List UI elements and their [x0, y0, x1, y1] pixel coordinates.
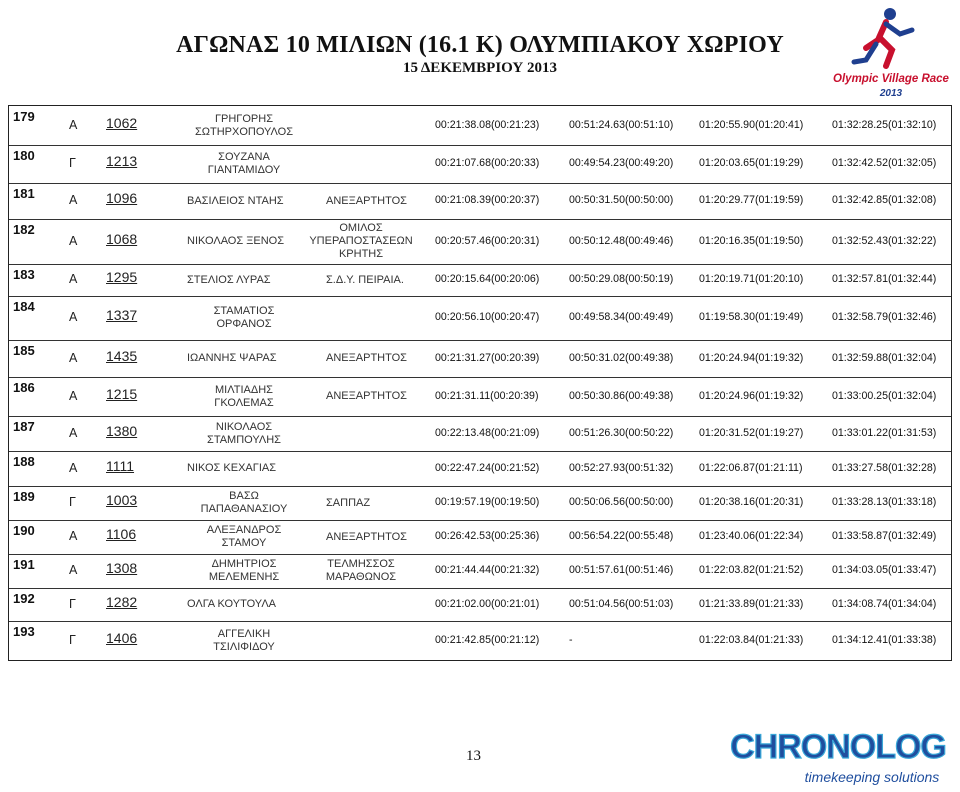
athlete-name-line: ΒΑΣΙΛΕΙΟΣ ΝΤΑΗΣ	[187, 194, 284, 207]
athlete-name-line: ΑΛΕΞΑΝΔΡΟΣ	[206, 524, 282, 536]
table-row	[9, 416, 951, 451]
athlete-name	[189, 113, 299, 139]
club-name-line: ΑΝΕΞΑΡΤΗΤΟΣ	[326, 390, 407, 402]
split-time-3: 01:20:55.90(01:20:41)	[699, 118, 804, 131]
split-time-3: 01:22:03.82(01:21:52)	[699, 564, 804, 576]
split-time-2: 00:50:30.86(00:49:38)	[569, 389, 674, 402]
bib-link[interactable]: 1003	[106, 492, 138, 508]
position-cell: 189	[13, 489, 35, 504]
finish-time: 01:32:59.88(01:32:04)	[832, 351, 937, 364]
athlete-name-line: ΓΡΗΓΟΡΗΣ	[214, 112, 274, 125]
row-divider	[9, 296, 951, 297]
athlete-name-line: ΝΙΚΟΛΑΟΣ	[215, 420, 273, 433]
split-time-2: 00:50:06.56(00:50:00)	[569, 496, 674, 508]
athlete-name	[189, 421, 299, 447]
split-time-1: 00:20:15.64(00:20:06)	[435, 273, 540, 285]
split-time-3: 01:20:29.77(01:19:59)	[699, 194, 804, 206]
athlete-name-line: ΤΣΙΛΙΦΙΔΟΥ	[213, 641, 275, 653]
athlete-name	[187, 195, 284, 208]
club-name-line: ΤΕΛΜΗΣΣΟΣ	[327, 558, 395, 570]
club-name-line: ΣΑΠΠΑΖ	[326, 496, 371, 509]
logo-line1: Olympic Village Race	[833, 73, 949, 85]
finish-time: 01:34:08.74(01:34:04)	[832, 597, 937, 610]
athlete-name	[189, 558, 299, 584]
row-divider	[9, 183, 951, 184]
position-cell: 187	[13, 419, 35, 434]
club-name-line: ΚΡΗΤΗΣ	[338, 248, 384, 260]
bib-link[interactable]: 1106	[106, 526, 137, 542]
bib-link[interactable]: 1213	[106, 153, 138, 169]
position-cell: 193	[13, 624, 35, 639]
table-row	[9, 183, 951, 219]
athlete-name-line: ΣΤΑΜΑΤΙΟΣ	[213, 305, 275, 317]
split-time-2: 00:50:31.02(00:49:38)	[569, 351, 674, 364]
club-name	[326, 352, 407, 365]
row-divider	[9, 416, 951, 417]
split-time-2: 00:56:54.22(00:55:48)	[569, 530, 674, 542]
bib-link[interactable]: 1295	[106, 269, 138, 285]
category-cell: Α	[69, 388, 78, 403]
athlete-name-line: ΙΩΑΝΝΗΣ ΨΑΡΑΣ	[187, 352, 277, 364]
finish-time: 01:32:57.81(01:32:44)	[832, 273, 937, 285]
page-title: ΑΓΩΝΑΣ 10 ΜΙΛΙΩΝ (16.1 Κ) ΟΛΥΜΠΙΑΚΟΥ ΧΩΡΙΟΥ	[176, 32, 784, 58]
club-name	[299, 558, 423, 584]
category-cell: Α	[69, 272, 78, 286]
split-time-3: 01:21:33.89(01:21:33)	[699, 597, 804, 610]
finish-time: 01:33:28.13(01:33:18)	[832, 496, 937, 508]
chronolog-logo	[722, 722, 954, 792]
table-row	[9, 296, 951, 340]
athlete-name	[189, 490, 299, 516]
row-divider	[9, 588, 951, 589]
split-time-1: 00:21:44.44(00:21:32)	[435, 564, 540, 576]
finish-time: 01:32:52.43(01:32:22)	[832, 234, 937, 247]
split-time-3: 01:20:24.96(01:19:32)	[699, 389, 804, 402]
club-name	[299, 222, 423, 261]
split-time-1: 00:21:31.11(00:20:39)	[435, 389, 539, 402]
athlete-name	[189, 151, 299, 177]
category-cell: Α	[69, 193, 78, 207]
category-cell: Α	[69, 563, 78, 577]
table-row	[9, 377, 951, 416]
split-time-3: 01:20:24.94(01:19:32)	[699, 351, 804, 364]
row-divider	[9, 621, 951, 622]
category-cell: Α	[69, 117, 78, 132]
athlete-name-line: ΝΙΚΟΛΑΟΣ ΞΕΝΟΣ	[187, 235, 285, 247]
category-cell: Γ	[69, 596, 76, 611]
split-time-1: 00:19:57.19(00:19:50)	[435, 496, 540, 508]
position-cell: 188	[13, 454, 35, 469]
finish-time: 01:34:03.05(01:33:47)	[832, 564, 937, 576]
table-row	[9, 340, 951, 377]
category-cell: Α	[69, 350, 78, 365]
finish-time: 01:32:42.52(01:32:05)	[832, 157, 937, 169]
split-time-2: -	[569, 634, 573, 646]
logo-line2: 2013	[879, 88, 903, 99]
position-cell: 184	[13, 299, 35, 314]
split-time-3: 01:22:06.87(01:21:11)	[699, 461, 803, 474]
split-time-3: 01:23:40.06(01:22:34)	[699, 530, 804, 542]
bib-link[interactable]: 1068	[106, 230, 138, 247]
table-row	[9, 106, 951, 145]
page-number: 13	[466, 748, 481, 764]
athlete-name-line: ΑΓΓΕΛΙΚΗ	[217, 628, 271, 640]
category-cell: Α	[69, 233, 78, 248]
split-time-3: 01:19:58.30(01:19:49)	[699, 311, 804, 323]
position-cell: 183	[13, 267, 35, 282]
club-name	[326, 195, 407, 208]
split-time-1: 00:26:42.53(00:25:36)	[435, 530, 540, 542]
club-name-line: Σ.Δ.Υ. ΠΕΙΡΑΙΑ.	[326, 273, 404, 286]
category-cell: Α	[69, 529, 78, 543]
bib-link[interactable]: 1308	[106, 560, 138, 576]
athlete-name-line: ΓΙΑΝΤΑΜΙΔΟΥ	[207, 164, 281, 176]
split-time-1: 00:21:42.85(00:21:12)	[435, 634, 540, 646]
club-name-line: ΑΝΕΞΑΡΤΗΤΟΣ	[326, 194, 407, 207]
row-divider	[9, 377, 951, 378]
position-cell: 180	[13, 148, 35, 163]
athlete-name-line: ΣΟΥΖΑΝΑ	[218, 151, 270, 163]
athlete-name	[189, 305, 299, 331]
split-time-3: 01:20:16.35(01:19:50)	[699, 234, 804, 247]
position-cell: 191	[13, 557, 35, 572]
club-name	[326, 497, 370, 510]
athlete-name-line: ΜΕΛΕΜΕΝΗΣ	[208, 571, 280, 583]
athlete-name	[189, 384, 299, 410]
row-divider	[9, 554, 951, 555]
finish-time: 01:33:58.87(01:32:49)	[832, 530, 937, 542]
chronolog-tagline: timekeeping solutions	[804, 769, 940, 785]
finish-time: 01:32:58.79(01:32:46)	[832, 311, 937, 323]
position-cell: 182	[13, 222, 35, 237]
finish-time: 01:32:42.85(01:32:08)	[832, 194, 937, 206]
split-time-1: 00:21:08.39(00:20:37)	[435, 194, 540, 206]
position-cell: 185	[13, 343, 35, 358]
split-time-3: 01:20:03.65(01:19:29)	[699, 157, 804, 169]
club-name-line: ΑΝΕΞΑΡΤΗΤΟΣ	[326, 530, 407, 543]
table-row	[9, 219, 951, 264]
athlete-name-line: ΝΙΚΟΣ ΚΕΧΑΓΙΑΣ	[187, 462, 277, 474]
split-time-2: 00:49:54.23(00:49:20)	[569, 157, 674, 169]
category-cell: Γ	[69, 633, 76, 647]
row-divider	[9, 451, 951, 452]
athlete-name	[189, 524, 299, 550]
athlete-name-line: ΣΤΑΜΠΟΥΛΗΣ	[207, 433, 281, 446]
category-cell: Α	[69, 310, 78, 324]
split-time-2: 00:51:04.56(00:51:03)	[569, 597, 674, 610]
olympic-village-race-logo	[826, 4, 956, 100]
bib-link[interactable]: 1282	[106, 593, 138, 610]
split-time-1: 00:22:47.24(00:21:52)	[435, 461, 540, 474]
split-time-3: 01:20:19.71(01:20:10)	[699, 273, 804, 285]
athlete-name	[189, 628, 299, 654]
row-divider	[9, 145, 951, 146]
club-name-line: ΟΜΙΛΟΣ	[339, 222, 383, 234]
split-time-1: 00:21:02.00(00:21:01)	[435, 597, 540, 610]
club-name	[326, 274, 404, 287]
split-time-1: 00:21:07.68(00:20:33)	[435, 157, 540, 169]
club-name-line: ΑΝΕΞΑΡΤΗΤΟΣ	[326, 352, 407, 364]
position-cell: 186	[13, 380, 35, 395]
table-row	[9, 451, 951, 486]
finish-time: 01:33:01.22(01:31:53)	[832, 426, 937, 439]
split-time-1: 00:21:38.08(00:21:23)	[435, 118, 540, 131]
athlete-name	[187, 235, 284, 248]
split-time-2: 00:51:26.30(00:50:22)	[569, 426, 674, 439]
row-divider	[9, 264, 951, 265]
athlete-name-line: ΣΤΕΛΙΟΣ ΛΥΡΑΣ	[187, 273, 271, 286]
table-row	[9, 554, 951, 588]
row-divider	[9, 520, 951, 521]
athlete-name	[187, 352, 277, 365]
row-divider	[9, 219, 951, 220]
bib-link[interactable]: 1062	[106, 114, 138, 131]
table-row	[9, 264, 951, 296]
split-time-2: 00:50:29.08(00:50:19)	[569, 273, 674, 285]
bib-link[interactable]: 1380	[106, 422, 138, 439]
category-cell: Γ	[69, 156, 76, 170]
position-cell: 192	[13, 591, 35, 606]
split-time-3: 01:22:03.84(01:21:33)	[699, 634, 804, 646]
club-name-line: ΥΠΕΡΑΠΟΣΤΑΣΕΩΝ	[309, 235, 413, 247]
bib-link[interactable]: 1215	[106, 385, 138, 402]
athlete-name-line: ΓΚΟΛΕΜΑΣ	[214, 396, 274, 409]
chronolog-brand: CHRONOLOG	[730, 728, 946, 766]
split-time-2: 00:50:31.50(00:50:00)	[569, 194, 674, 206]
split-time-1: 00:21:31.27(00:20:39)	[435, 351, 540, 364]
bib-link[interactable]: 1406	[106, 630, 138, 646]
split-time-1: 00:20:56.10(00:20:47)	[435, 311, 540, 323]
position-cell: 181	[13, 186, 35, 201]
split-time-3: 01:20:31.52(01:19:27)	[699, 426, 804, 439]
athlete-name-line: ΒΑΣΩ	[229, 490, 259, 502]
position-cell: 179	[13, 109, 35, 124]
athlete-name-line: ΜΙΛΤΙΑΔΗΣ	[215, 383, 273, 396]
row-divider	[9, 486, 951, 487]
athlete-name-line: ΣΩΤΗΡΧΟΠΟΥΛΟΣ	[194, 125, 294, 138]
category-cell: Α	[69, 425, 78, 440]
athlete-name-line: ΠΑΠΑΘΑΝΑΣΙΟΥ	[200, 503, 288, 515]
finish-time: 01:33:27.58(01:32:28)	[832, 461, 937, 474]
split-time-1: 00:20:57.46(00:20:31)	[435, 234, 540, 247]
athlete-name-line: ΣΤΑΜΟΥ	[221, 537, 267, 549]
results-table	[8, 105, 952, 661]
bib-link[interactable]: 1111	[106, 457, 135, 474]
club-name-line: ΜΑΡΑΘΩΝΟΣ	[325, 571, 397, 583]
athlete-name-line: ΟΛΓΑ ΚΟΥΤΟΥΛΑ	[187, 598, 277, 610]
table-row	[9, 520, 951, 554]
table-row	[9, 621, 951, 661]
club-name	[326, 531, 407, 544]
athlete-name-line: ΔΗΜΗΤΡΙΟΣ	[211, 558, 277, 570]
club-name	[326, 390, 407, 403]
split-time-2: 00:51:57.61(00:51:46)	[569, 564, 674, 576]
split-time-2: 00:50:12.48(00:49:46)	[569, 234, 674, 247]
split-time-3: 01:20:38.16(01:20:31)	[699, 496, 804, 508]
runner-icon	[854, 8, 912, 66]
athlete-name-line: ΟΡΦΑΝΟΣ	[216, 318, 272, 330]
split-time-2: 00:51:24.63(00:51:10)	[569, 118, 674, 131]
athlete-name	[187, 274, 271, 287]
page-subtitle: 15 ΔΕΚΕΜΒΡΙΟΥ 2013	[402, 60, 558, 76]
bib-link[interactable]: 1337	[106, 307, 138, 323]
bib-link[interactable]: 1096	[106, 190, 138, 206]
category-cell: Γ	[69, 495, 76, 509]
athlete-name	[187, 462, 276, 475]
athlete-name	[187, 598, 276, 611]
finish-time: 01:32:28.25(01:32:10)	[832, 118, 937, 131]
bib-link[interactable]: 1435	[106, 347, 138, 364]
category-cell: Α	[69, 460, 78, 475]
finish-time: 01:34:12.41(01:33:38)	[832, 634, 937, 646]
position-cell: 190	[13, 523, 35, 538]
table-row	[9, 588, 951, 621]
table-row	[9, 486, 951, 520]
table-row	[9, 145, 951, 183]
split-time-2: 00:49:58.34(00:49:49)	[569, 311, 674, 323]
split-time-2: 00:52:27.93(00:51:32)	[569, 461, 674, 474]
row-divider	[9, 340, 951, 341]
split-time-1: 00:22:13.48(00:21:09)	[435, 426, 540, 439]
finish-time: 01:33:00.25(01:32:04)	[832, 389, 937, 402]
